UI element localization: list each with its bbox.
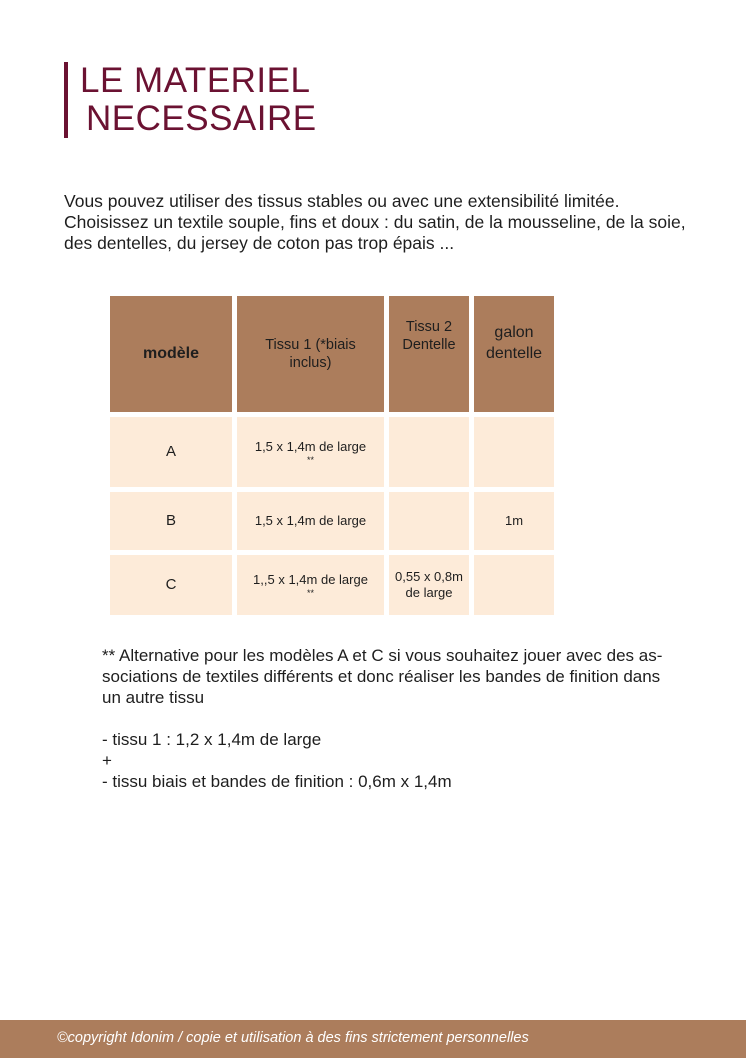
title-line-1: LE MATERIEL [80, 61, 311, 100]
header-galon [474, 296, 554, 412]
cell-tissu1 [237, 492, 384, 550]
table-header-row [110, 296, 554, 412]
cell-galon: 1m [474, 492, 554, 550]
cell-tissu1 [237, 555, 384, 615]
cell-tissu2 [389, 417, 469, 487]
intro-line: des dentelles, du jersey de coton pas trop épais ... [64, 233, 455, 253]
copyright-text: ©copyright Idonim / copie et utilisation à des fins strictement personnelles [57, 1030, 529, 1046]
intro-line: Vous pouvez utiliser des tissus stables ou avec une extensibilité limitée. [64, 191, 620, 211]
header-galon-line1: galon [494, 324, 534, 341]
cell-tissu1 [237, 417, 384, 487]
cell-tissu1-value: 1,5 x 1,4m de large [254, 513, 367, 528]
header-tissu2-line2: Dentelle [402, 337, 456, 353]
header-tissu2 [389, 296, 469, 412]
note-line: sociations de textiles différents et donc réaliser les bandes de finition dans [102, 667, 661, 686]
cell-galon [474, 417, 554, 487]
header-tissu1: Tissu 1 (*biais inclus) [237, 296, 384, 412]
cell-galon [474, 555, 554, 615]
spacer [102, 708, 702, 729]
cell-model: B [110, 492, 232, 550]
footer-bar [0, 1020, 746, 1058]
cell-tissu2 [389, 492, 469, 550]
table-row [110, 492, 554, 550]
header-tissu2-line1: Tissu 2 [405, 319, 453, 335]
list-item: + [102, 751, 112, 770]
list-item: - tissu 1 : 1,2 x 1,4m de large [102, 730, 322, 749]
cell-tissu1-note: ** [306, 455, 314, 465]
header-galon-line2: dentelle [485, 345, 543, 362]
intro-line: Choisissez un textile souple, fins et doux : du satin, de la mousseline, de la soie, [64, 212, 686, 232]
list-item: - tissu biais et bandes de finition : 0,6m x 1,4m [102, 772, 452, 791]
material-table [105, 291, 559, 620]
title-line-2: NECESSAIRE [86, 99, 317, 138]
cell-tissu1-value: 1,,5 x 1,4m de large [253, 572, 368, 587]
intro-paragraph [64, 191, 694, 254]
cell-tissu1-note: ** [306, 588, 314, 598]
cell-tissu1-value: 1,5 x 1,4m de large [254, 439, 367, 454]
cell-model: C [110, 555, 232, 615]
table-row [110, 417, 554, 487]
cell-model: A [110, 417, 232, 487]
note-line: un autre tissu [102, 688, 205, 707]
header-model: modèle [110, 296, 232, 412]
notes-section [102, 645, 702, 792]
page-title [64, 62, 317, 138]
note-line: ** Alternative pour les modèles A et C si vous souhaitez jouer avec des as- [102, 646, 663, 665]
cell-tissu2: 0,55 x 0,8m de large [389, 555, 469, 615]
table-row [110, 555, 554, 615]
